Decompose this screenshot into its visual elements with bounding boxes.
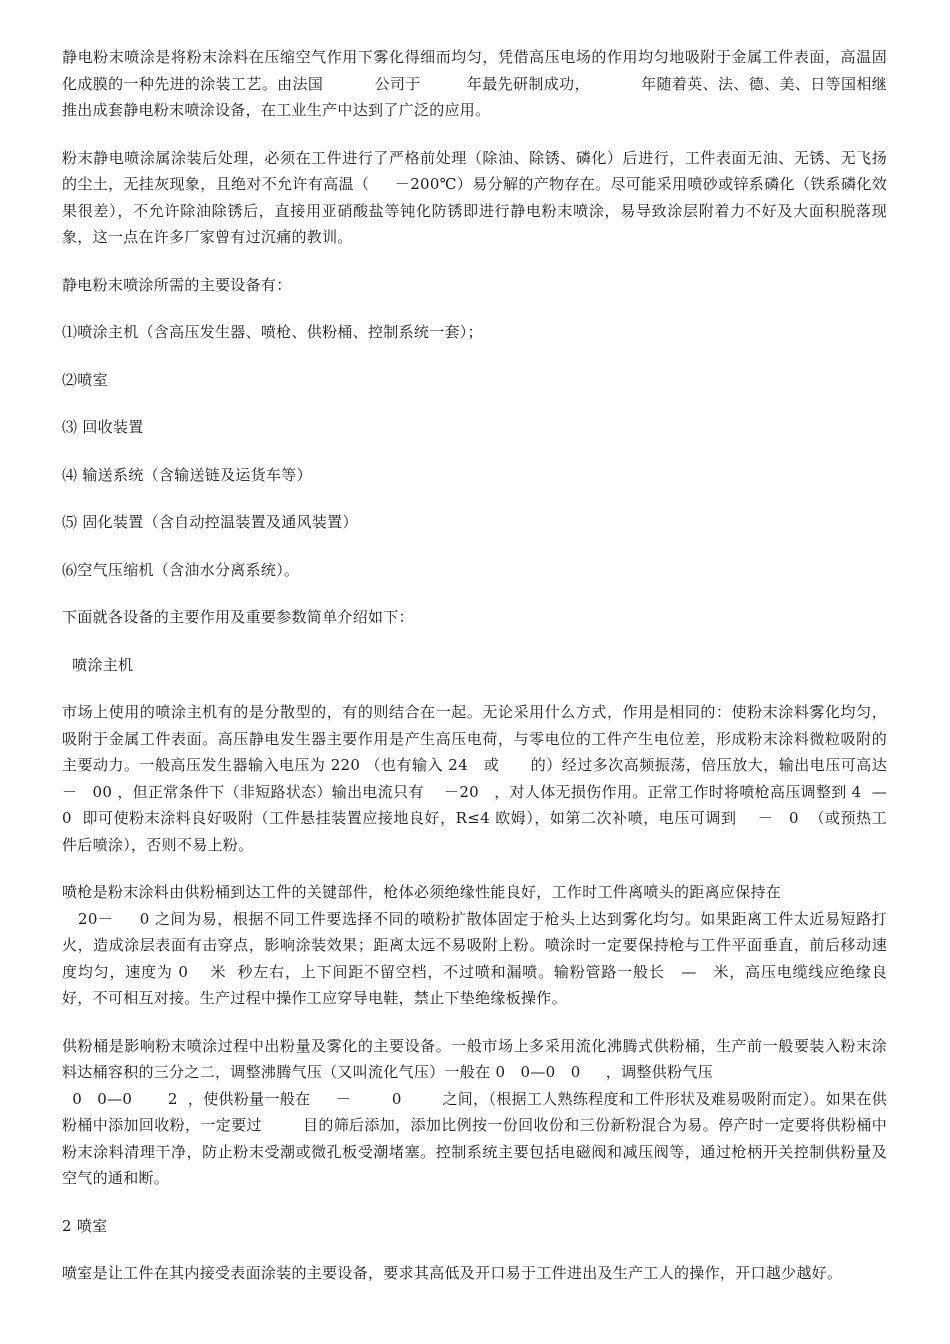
list-item-equipment: ⑴喷涂主机（含高压发生器、喷枪、供粉桶、控制系统一套）； [62, 323, 483, 341]
list-item-equipment: ⑵喷室 [62, 370, 108, 389]
paragraph-spray-gun: 喷枪是粉末涂料由供粉桶到达工件的关键部件，枪体必须绝缘性能良好，工作时工件离喷头的距离应保持在 20－ 0 之间为易，根据不同工件要选择不同的喷粉扩散体固定于枪头上达到雾化均匀。如果距离工件太近易短路打火，造成涂层表面有击穿点，影响涂装效果；距离太远不易吸附上粉。喷涂时一定要保持枪与工件平面垂直，前后移动速度均匀，速度为 0 米 秒左右，上下间距不留空档，不过喷和漏喷。输粉管路一般长 — 米，高压电缆线应绝缘良好，不可相互对接。生产过程中操作工应穿导电鞋，禁止下垫绝缘板操作。 [62, 883, 887, 1007]
list-item-equipment: ⑸ 固化装置（含自动控温装置及通风装置） [62, 513, 358, 531]
paragraph-powder-feeder: 供粉桶是影响粉末喷涂过程中出粉量及雾化的主要设备。一般市场上多采用流化沸腾式供粉桶，生产前一般要装入粉末涂料达桶容积的三分之二，调整沸腾气压（又叫流化气压）一般在 0 0—0 0 ，调整供粉气压 0 0—0 2 ，使供粉量一般在 － 0 之间，（根据工人熟练程度和工件形状及难易吸附而定）。如果在供粉桶中添加回收粉，一定要过 目的筛后添加，添加比例按一份回收份和三份新粉混合为易。停产时一定要将供粉桶中粉末涂料清理干净，防止粉末受潮或微孔板受潮堵塞。控制系统主要包括电磁阀和减压阀等，通过枪柄开关控制供粉量及空气的通和断。 [62, 1036, 888, 1187]
section-heading-spray-host: 喷涂主机 [62, 655, 134, 674]
paragraph-spray-booth: 喷室是让工件在其内接受表面涂装的主要设备，要求其高低及开口易于工件进出及生产工人的操作，开口越少越好。 [62, 1264, 843, 1282]
section-heading-spray-booth: 2 喷室 [62, 1216, 108, 1235]
list-item-equipment: ⑹空气压缩机（含油水分离系统）。 [62, 560, 300, 579]
list-item-equipment: ⑶ 回收装置 [62, 418, 144, 436]
document-page [62, 44, 908, 1287]
paragraph-equipment-intro: 静电粉末喷涂所需的主要设备有： [62, 275, 292, 294]
paragraph-overview: 下面就各设备的主要作用及重要参数简单介绍如下： [62, 608, 414, 626]
list-item-equipment: ⑷ 输送系统（含输送链及运货车等） [62, 465, 312, 484]
paragraph-intro: 静电粉末喷涂是将粉末涂料在压缩空气作用下雾化得细而均匀，凭借高压电场的作用均匀地吸附于金属工件表面，高温固化成膜的一种先进的涂装工艺。由法国 公司于 年最先研制成功， 年随着英、法、德、美、日等国相继推出成套静电粉末喷涂设备，在工业生产中达到了广泛的应用。 [62, 48, 887, 119]
paragraph-pretreatment: 粉末静电喷涂属涂装后处理，必须在工件进行了严格前处理（除油、除锈、磷化）后进行，工件表面无油、无锈、无飞扬的尘土，无挂灰现象，且绝对不允许有高温（ －200℃）易分解的产物存在。尽可能采用喷砂或锌系磷化（铁系磷化效果很差），不允许除油除锈后，直接用亚硝酸盐等钝化防锈即进行静电粉末喷涂，易导致涂层附着力不好及大面积脱落现象，这一点在许多厂家曾有过沉痛的教训。 [62, 148, 887, 246]
paragraph-spray-host: 市场上使用的喷涂主机有的是分散型的，有的则结合在一起。无论采用什么方式，作用是相同的：使粉末涂料雾化均匀，吸附于金属工件表面。高压静电发生器主要作用是产生高压电荷，与零电位的工件产生电位差，形成粉末涂料微粒吸附的主要动力。一般高压发生器输入电压为 220 （也有输入 24 或 的）经过多次高频振荡，倍压放大，输出电压可高达 － 00 ，但正常条件下（非短路状态）输出电流只有 －20 ，对人体无损伤作用。正常工作时将喷枪高压调整到 4 — 0 即可使粉末涂料良好吸附（工件悬挂装置应接地良好，R≤4 欧姆），如第二次补喷，电压可调到 － 0 （或预热工件后喷涂），否则不易上粉。 [62, 703, 908, 854]
